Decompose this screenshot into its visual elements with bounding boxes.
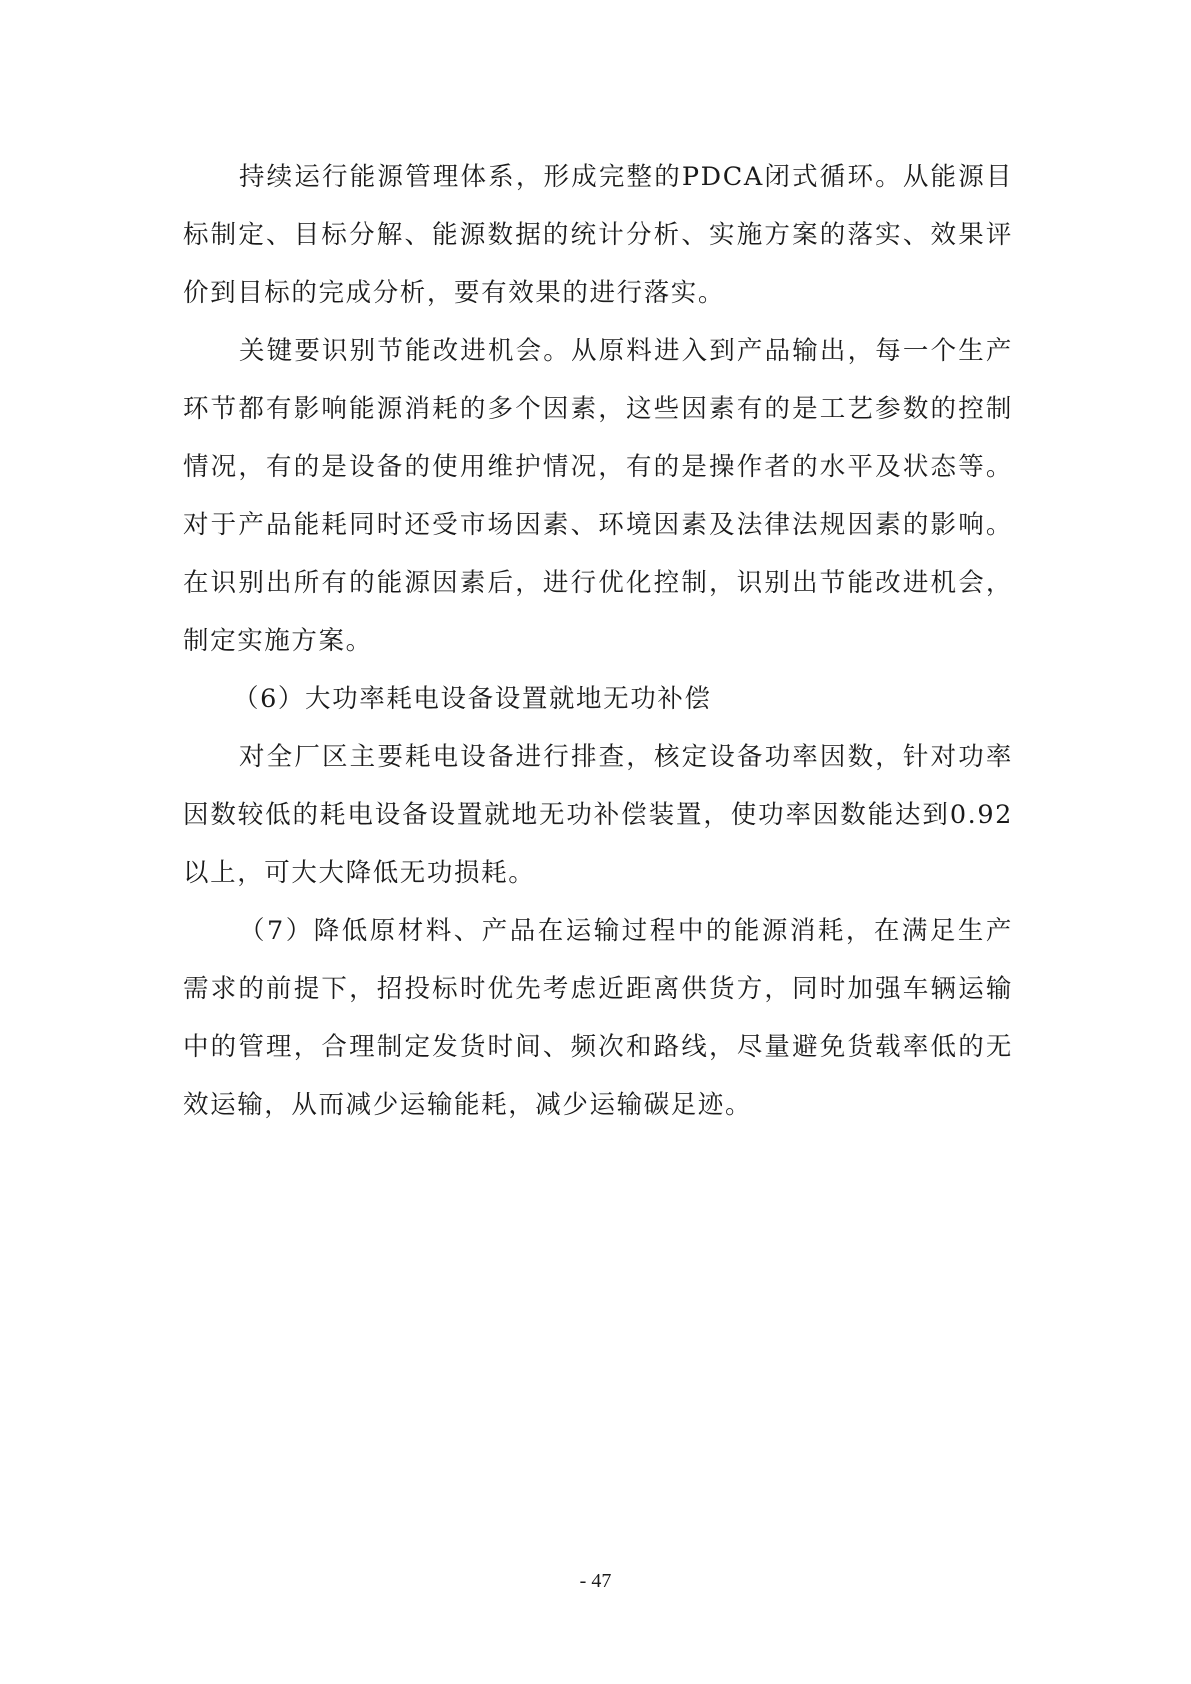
page-number: - 47 (579, 1570, 612, 1592)
section-heading-6: （6）大功率耗电设备设置就地无功补偿 (233, 684, 712, 714)
paragraph-reactive-compensation: 对全厂区主要耗电设备进行排查，核定设备功率因数，针对功率因数较低的耗电设备设置就地无功补偿装置，使功率因数能达到0.92以上，可大大降低无功损耗。 (183, 742, 1013, 888)
paragraph-pdca: 持续运行能源管理体系，形成完整的PDCA闭式循环。从能源目标制定、目标分解、能源数据的统计分析、实施方案的落实、效果评价到目标的完成分析，要有效果的进行落实。 (183, 162, 1013, 308)
paragraph-energy-saving-opportunities: 关键要识别节能改进机会。从原料进入到产品输出，每一个生产环节都有影响能源消耗的多个因素，这些因素有的是工艺参数的控制情况，有的是设备的使用维护情况，有的是操作者的水平及状态等。对于产品能耗同时还受市场因素、环境因素及法律法规因素的影响。在识别出所有的能源因素后，进行优化控制，识别出节能改进机会，制定实施方案。 (183, 336, 1013, 656)
paragraph-transport-energy: （7）降低原材料、产品在运输过程中的能源消耗，在满足生产需求的前提下，招投标时优先考虑近距离供货方，同时加强车辆运输中的管理，合理制定发货时间、频次和路线，尽量避免货载率低的无效运输，从而减少运输能耗，减少运输碳足迹。 (183, 916, 1013, 1120)
body-text (183, 148, 1013, 1134)
